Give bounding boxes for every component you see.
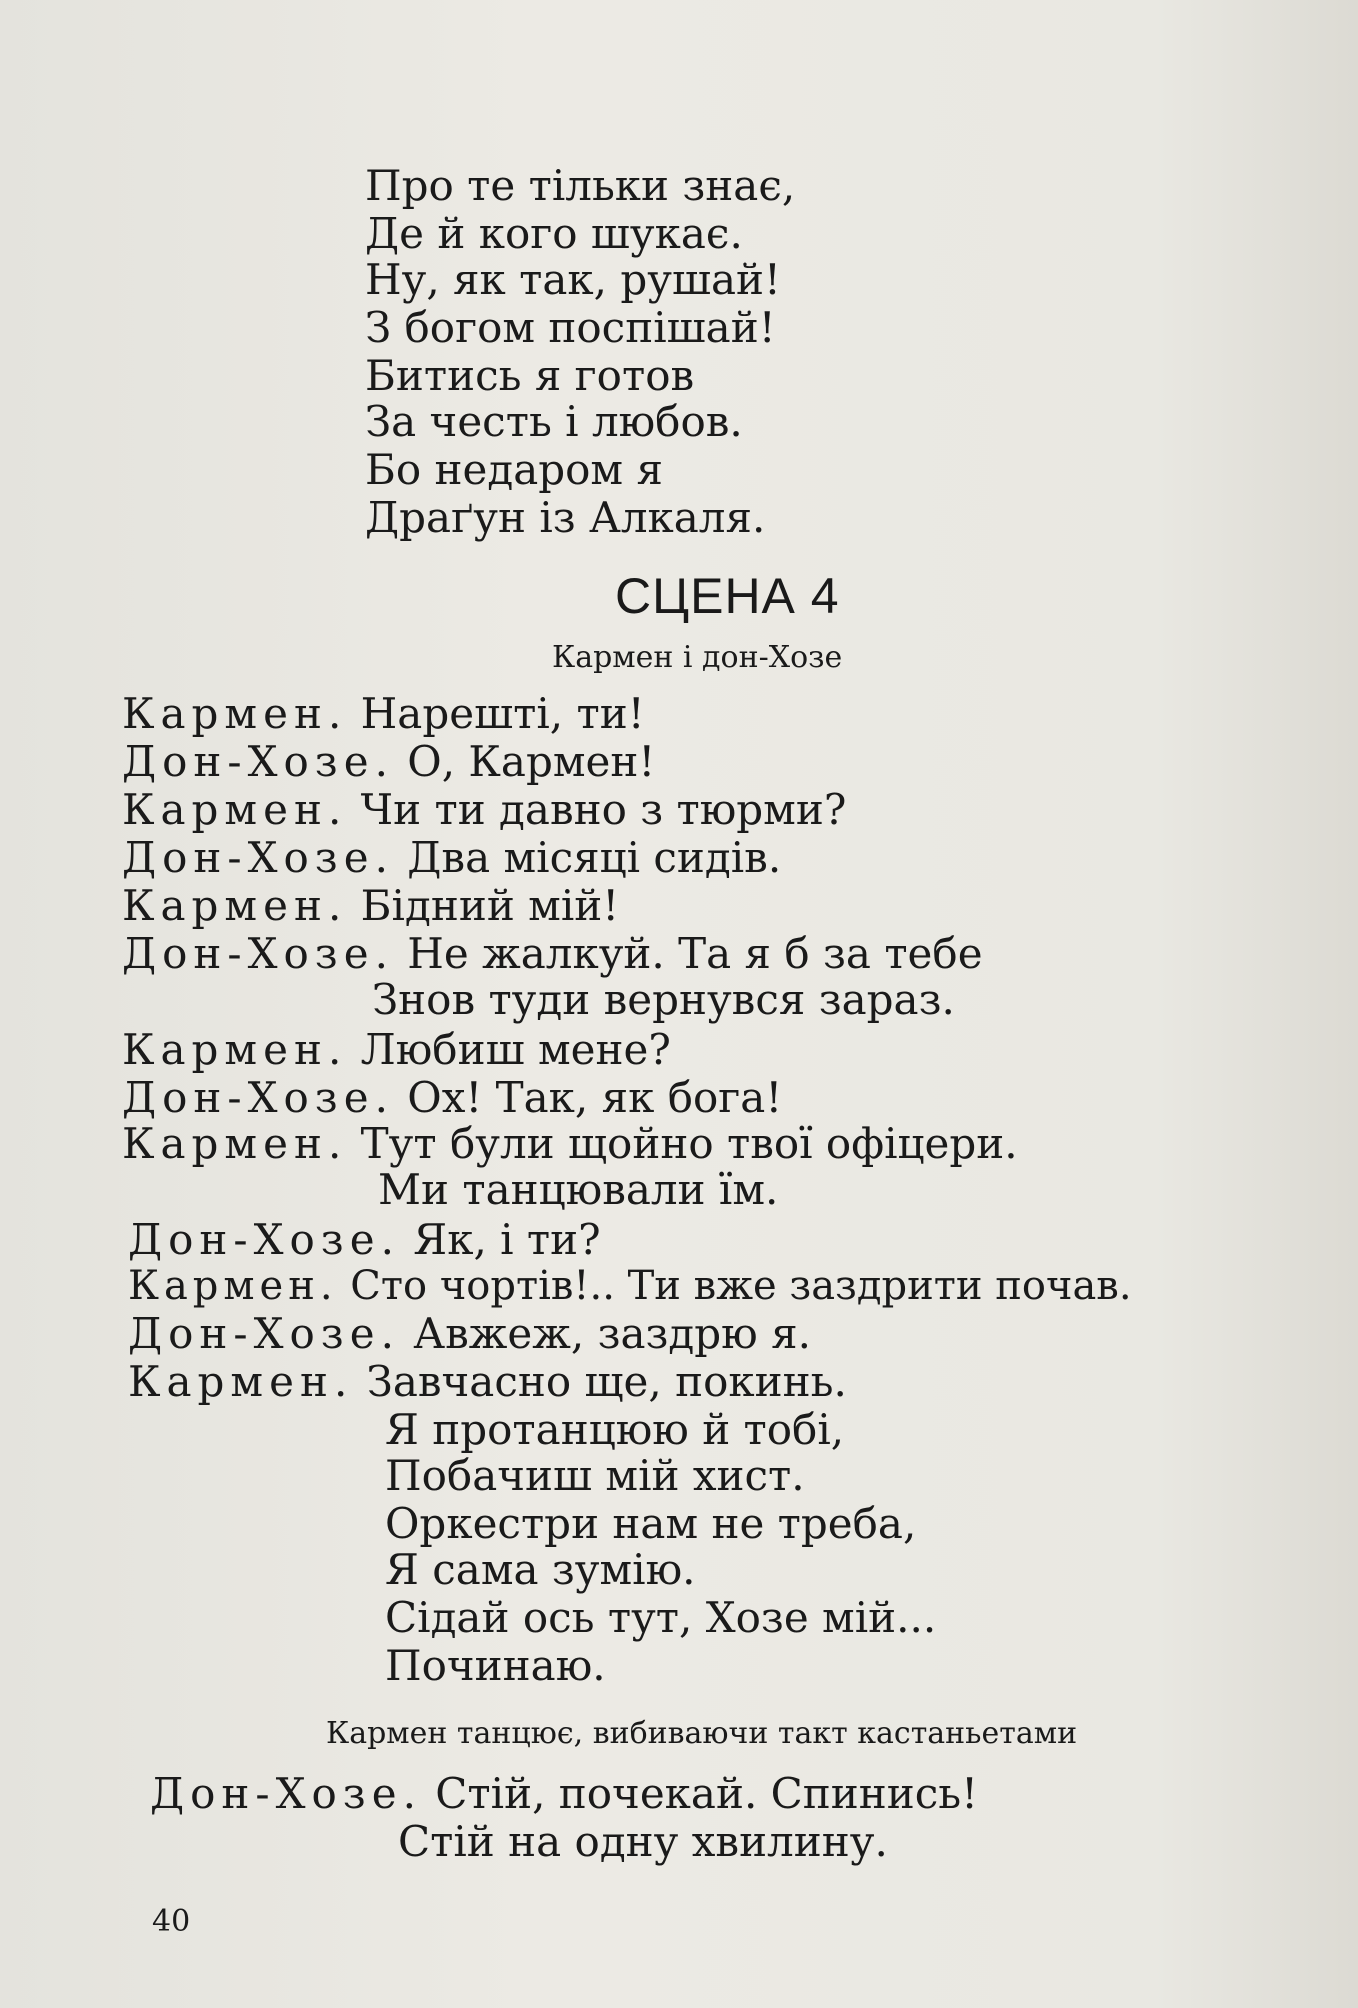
speech: Два місяці сидів. [407, 833, 782, 882]
dialogue-continuation: Оркестри нам не треба, [385, 1499, 917, 1548]
speaker: Кармен. [128, 1263, 338, 1309]
speech: Сто чортів!.. Ти вже заздрити почав. [350, 1263, 1132, 1309]
dialogue-line [122, 882, 619, 930]
dialogue-continuation: Знов туди вернувся зараз. [372, 975, 955, 1024]
dialogue-line [122, 738, 655, 786]
verse-line: Бо недаром я [365, 445, 663, 494]
speaker: Кармен. [122, 1025, 348, 1074]
speaker: Дон-Хозе. [122, 1073, 394, 1122]
dialogue-line [122, 786, 846, 834]
dialogue-continuation: Я протанцюю й тобі, [385, 1405, 845, 1454]
speech: Бідний мій! [360, 881, 620, 930]
speech: Завчасно ще, покинь. [366, 1357, 847, 1406]
verse-line: За честь і любов. [365, 397, 743, 446]
scene-title: СЦЕНА 4 [615, 568, 840, 624]
speech: Чи ти давно з тюрми? [360, 785, 847, 834]
verse-line: Ну, як так, рушай! [365, 255, 781, 304]
dialogue-line [128, 1358, 847, 1406]
dialogue-line [122, 1026, 671, 1074]
speech: Як, і ти? [413, 1215, 601, 1264]
speaker: Дон-Хозе. [150, 1769, 422, 1818]
dialogue-continuation: Стій на одну хвилину. [398, 1817, 888, 1866]
speaker: Кармен. [122, 881, 348, 930]
dialogue-continuation: Сідай ось тут, Хозе мій... [385, 1593, 937, 1642]
speaker: Дон-Хозе. [128, 1215, 400, 1264]
page-number: 40 [152, 1904, 191, 1939]
speaker: Дон-Хозе. [128, 1309, 400, 1358]
speech: Авжеж, заздрю я. [413, 1309, 811, 1358]
dialogue-line [122, 930, 983, 978]
verse-line: Драґун із Алкаля. [365, 493, 766, 542]
speaker: Кармен. [128, 1357, 354, 1406]
dialogue-continuation: Починаю. [385, 1641, 606, 1690]
dialogue-continuation: Я сама зумію. [385, 1545, 696, 1594]
speaker: Кармен. [122, 785, 348, 834]
dialogue-line [128, 1310, 811, 1358]
speech: Ох! Так, як бога! [407, 1073, 783, 1122]
dialogue-line [150, 1770, 978, 1818]
dialogue-line [122, 1074, 782, 1122]
stage-direction: Кармен танцює, вибиваючи такт кастаньетами [326, 1716, 1078, 1751]
verse-line: Битись я готов [365, 351, 695, 400]
verse-line: Про те тільки знає, [365, 161, 796, 210]
speaker: Дон-Хозе. [122, 929, 394, 978]
dialogue-line [122, 834, 781, 882]
speech: Любиш мене? [360, 1025, 671, 1074]
speech: Тут були щойно твої офіцери. [360, 1119, 1018, 1168]
speaker: Дон-Хозе. [122, 833, 394, 882]
dialogue-line [122, 690, 645, 738]
dialogue-continuation: Побачиш мій хист. [385, 1451, 805, 1500]
speech: О, Кармен! [407, 737, 656, 786]
dialogue-line [128, 1216, 601, 1264]
scene-characters: Кармен і дон-Хозе [552, 640, 843, 675]
dialogue-continuation: Ми танцювали їм. [378, 1165, 779, 1214]
verse-line: Де й кого шукає. [365, 209, 743, 258]
speaker: Дон-Хозе. [122, 737, 394, 786]
dialogue-line [128, 1262, 1132, 1310]
speech: Нарешті, ти! [360, 689, 645, 738]
dialogue-line [122, 1120, 1018, 1168]
speaker: Кармен. [122, 689, 348, 738]
verse-line: З богом поспішай! [365, 303, 776, 352]
speech: Стій, почекай. Спинись! [435, 1769, 979, 1818]
speech: Не жалкуй. Та я б за тебе [407, 929, 983, 978]
speaker: Кармен. [122, 1119, 348, 1168]
